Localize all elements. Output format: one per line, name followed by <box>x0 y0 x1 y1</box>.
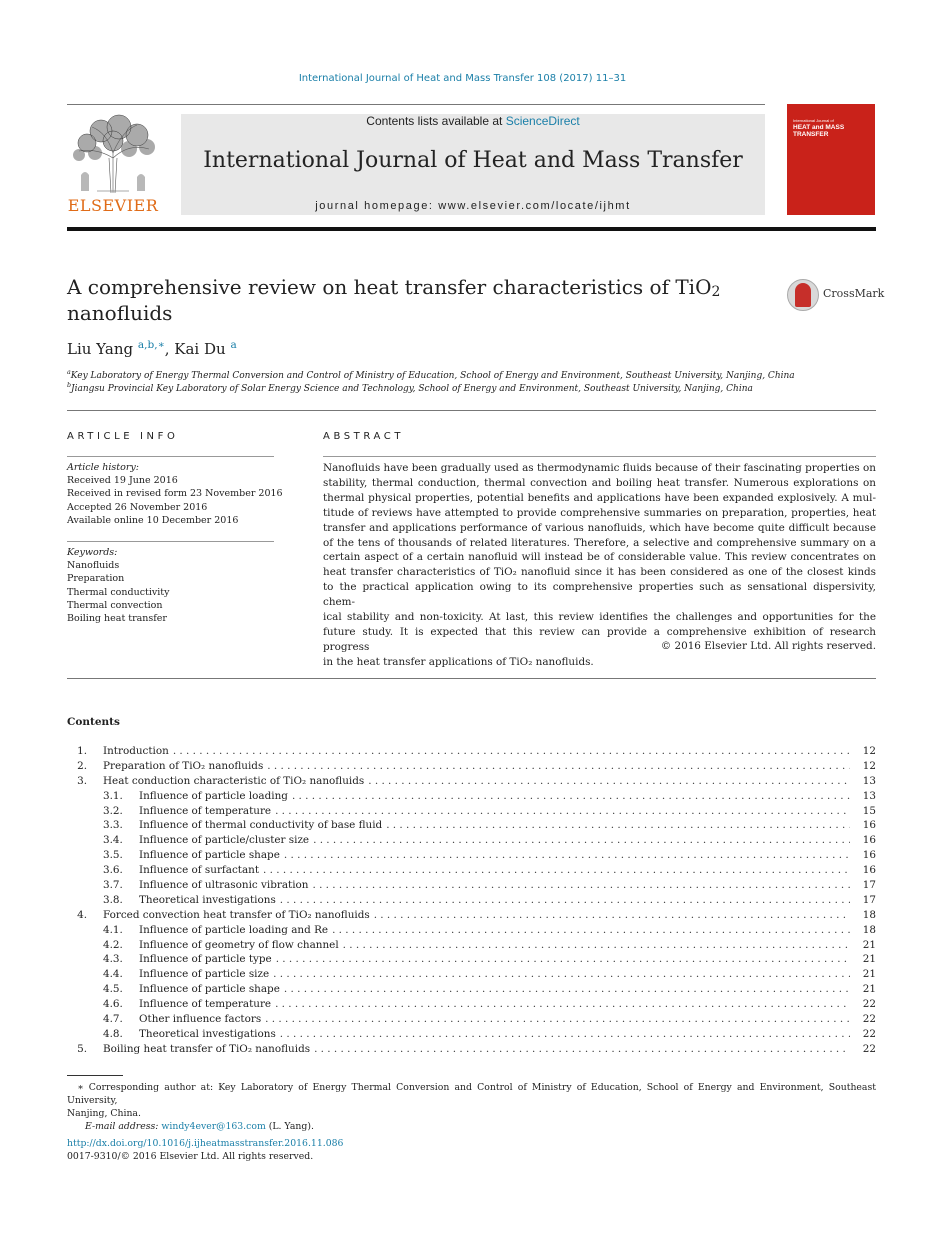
toc-leader <box>173 745 850 757</box>
affiliation-rule <box>67 410 876 411</box>
author-name: Liu Yang <box>67 340 134 358</box>
toc-entry[interactable] <box>67 939 876 954</box>
toc-entry[interactable] <box>67 849 876 864</box>
abstract-rule <box>323 456 876 457</box>
footnote-text: Nanjing, China. <box>67 1108 141 1119</box>
toc-subnumber: 3.3. <box>103 819 123 832</box>
keyword: Thermal convection <box>67 599 163 611</box>
toc-subnumber: 4.5. <box>103 983 123 996</box>
abstract-line: titude of reviews have attempted to provide comprehensive summaries on preparation, properties, heat <box>323 506 876 519</box>
header-rule <box>67 104 765 105</box>
toc-title[interactable]: Influence of ultrasonic vibration <box>139 879 309 892</box>
toc-leader <box>263 864 850 876</box>
journal-cover <box>787 104 875 215</box>
abstract-line: Nanofluids have been gradually used as thermodynamic fluids because of their fascinating properties on <box>323 462 876 474</box>
toc-page-number: 18 <box>862 923 876 936</box>
toc-entry[interactable] <box>67 760 876 775</box>
toc-leader <box>313 834 850 846</box>
toc-page-number: 16 <box>862 849 876 862</box>
cover-small-text: International Journal of <box>793 118 834 123</box>
toc-subnumber: 3.5. <box>103 849 123 862</box>
toc-entry[interactable] <box>67 775 876 790</box>
doi-link[interactable]: http://dx.doi.org/10.1016/j.ijheatmasstransfer.2016.11.086 <box>67 1138 344 1149</box>
journal-title: International Journal of Heat and Mass Transfer <box>203 148 743 173</box>
history-item: Received 19 June 2016 <box>67 475 178 487</box>
article-info-heading: ARTICLE INFO <box>67 431 179 442</box>
toc-number: 2. <box>77 759 87 772</box>
toc-page-number: 18 <box>862 908 876 921</box>
abstract-end-rule <box>67 678 876 679</box>
corresponding-footnote <box>67 1081 876 1133</box>
keyword: Boiling heat transfer <box>67 613 167 625</box>
toc-entry[interactable] <box>67 790 876 805</box>
toc-title[interactable]: Influence of surfactant <box>139 864 260 877</box>
abstract-line: certain aspect of a certain nanofluid will instead be of considerable value. This review concentrates on <box>323 551 876 564</box>
author-separator: , <box>164 340 175 358</box>
email-suffix: (L. Yang). <box>265 1121 314 1132</box>
abstract-heading: ABSTRACT <box>323 431 405 442</box>
toc-leader <box>265 1013 850 1025</box>
toc-leader <box>280 1028 850 1040</box>
toc-page-number: 12 <box>862 759 876 772</box>
toc-subnumber: 3.1. <box>103 789 123 802</box>
toc-title[interactable]: Theoretical investigations <box>139 893 276 906</box>
abstract-line: of the tens of thousands of related literatures. Therefore, a selective and comprehensive summary on a <box>323 536 876 549</box>
article-info-rule <box>67 456 274 457</box>
abstract-line: future study. It is expected that this review can provide a comprehensive exhibition of research progress <box>323 625 876 653</box>
toc-title[interactable]: Forced convection heat transfer of TiO₂ nanofluids <box>103 908 370 921</box>
toc-page-number: 13 <box>862 789 876 802</box>
abstract-body <box>323 461 876 670</box>
toc-title[interactable]: Theoretical investigations <box>139 1027 276 1040</box>
toc-entry[interactable] <box>67 1043 876 1058</box>
toc-subnumber: 4.3. <box>103 953 123 966</box>
toc-subnumber: 3.6. <box>103 864 123 877</box>
toc-entry[interactable] <box>67 924 876 939</box>
toc-leader <box>273 968 850 980</box>
toc-title[interactable]: Influence of particle type <box>139 953 272 966</box>
toc-leader <box>284 849 850 861</box>
toc-page-number: 22 <box>862 1027 876 1040</box>
contents-available-text: Contents lists available at <box>366 114 506 128</box>
toc-page-number: 13 <box>862 774 876 787</box>
affiliation-mark: b <box>67 382 72 389</box>
toc-page-number: 15 <box>862 804 876 817</box>
keywords-label: Keywords: <box>67 547 118 558</box>
elsevier-tree-icon <box>67 113 159 197</box>
history-item: Received in revised form 23 November 2016 <box>67 488 283 500</box>
crossmark-badge[interactable] <box>787 279 885 311</box>
title-text-line2: nanofluids <box>67 301 173 325</box>
email-link[interactable]: windy4ever@163.com <box>161 1121 266 1132</box>
toc-page-number: 21 <box>862 953 876 966</box>
toc-leader <box>343 939 850 951</box>
abstract-line: thermal physical properties, potential benefits and applications have been expanded explosively. A mul- <box>323 491 876 504</box>
title-text: A comprehensive review on heat transfer characteristics of TiO <box>67 275 712 299</box>
keyword: Preparation <box>67 573 125 585</box>
toc-entry[interactable] <box>67 1013 876 1028</box>
toc-entry[interactable] <box>67 953 876 968</box>
toc-leader <box>312 879 850 891</box>
toc-entry[interactable] <box>67 834 876 849</box>
affiliation-a <box>67 371 795 381</box>
toc-subnumber: 4.4. <box>103 968 123 981</box>
toc-leader <box>332 924 850 936</box>
toc-entry[interactable] <box>67 909 876 924</box>
keyword: Thermal conductivity <box>67 586 170 598</box>
toc-title[interactable]: Influence of particle/cluster size <box>139 834 310 847</box>
toc-title[interactable]: Influence of temperature <box>139 998 272 1011</box>
toc-title[interactable]: Preparation of TiO₂ nanofluids <box>103 759 264 772</box>
author-marks[interactable]: a,b,∗ <box>137 339 165 351</box>
toc-entry[interactable] <box>67 998 876 1013</box>
toc-leader <box>374 909 850 921</box>
footnote-mark: ∗ <box>77 1082 84 1093</box>
article-history <box>67 461 283 527</box>
toc-title[interactable]: Influence of temperature <box>139 804 272 817</box>
toc-subnumber: 3.7. <box>103 879 123 892</box>
toc-page-number: 21 <box>862 938 876 951</box>
toc-number: 3. <box>77 774 87 787</box>
toc-entry[interactable] <box>67 805 876 820</box>
toc-title[interactable]: Influence of particle shape <box>139 849 280 862</box>
toc-leader <box>292 790 850 802</box>
toc-subnumber: 4.1. <box>103 923 123 936</box>
toc-entry[interactable] <box>67 864 876 879</box>
toc-title[interactable]: Boiling heat transfer of TiO₂ nanofluids <box>103 1042 311 1055</box>
author-name: Kai Du <box>174 340 226 358</box>
history-item: Available online 10 December 2016 <box>67 514 239 526</box>
footnote-rule <box>67 1075 123 1076</box>
keyword: Nanofluids <box>67 560 120 572</box>
toc-leader <box>386 819 850 831</box>
elsevier-wordmark: ELSEVIER <box>67 196 159 215</box>
abstract-line: to the practical application owing to its comprehensive properties such as sensational dispersivity, chem- <box>323 581 876 609</box>
toc-leader <box>276 953 850 965</box>
toc-page-number: 22 <box>862 1013 876 1026</box>
toc-leader <box>275 998 850 1010</box>
toc-entry[interactable] <box>67 983 876 998</box>
email-label: E-mail address: <box>85 1121 159 1132</box>
sciencedirect-link[interactable]: ScienceDirect <box>505 114 580 128</box>
toc-entry[interactable] <box>67 879 876 894</box>
toc-entry[interactable] <box>67 894 876 909</box>
crossmark-label: CrossMark <box>823 287 885 300</box>
keywords <box>67 546 169 625</box>
toc-leader <box>275 805 850 817</box>
history-item: Accepted 26 November 2016 <box>67 501 208 513</box>
toc-title[interactable]: Influence of particle loading and Re <box>139 923 329 936</box>
toc-number: 1. <box>77 745 87 757</box>
toc-leader <box>314 1043 850 1055</box>
toc-entry[interactable] <box>67 819 876 834</box>
toc-subnumber: 3.8. <box>103 893 123 906</box>
toc-title[interactable]: Influence of particle loading <box>139 789 288 802</box>
toc-title[interactable]: Heat conduction characteristic of TiO₂ nanofluids <box>103 774 365 787</box>
journal-homepage[interactable]: journal homepage: www.elsevier.com/locate/ijhmt <box>315 200 631 212</box>
toc-page-number: 21 <box>862 983 876 996</box>
toc-entry[interactable] <box>67 745 876 760</box>
toc-subnumber: 3.4. <box>103 834 123 847</box>
affiliation-text: Key Laboratory of Energy Thermal Conversion and Control of Ministry of Education, School of Energy and Environment, Southeast University, Nanjing, China <box>70 371 795 381</box>
toc-page-number: 16 <box>862 864 876 877</box>
toc-entry[interactable] <box>67 1028 876 1043</box>
toc-title[interactable]: Influence of thermal conductivity of base fluid <box>139 819 383 832</box>
toc-leader <box>368 775 850 787</box>
abstract-line: in the heat transfer applications of TiO₂ nanofluids. <box>323 655 594 668</box>
toc-title[interactable]: Influence of particle shape <box>139 983 280 996</box>
cover-title: HEAT and MASS TRANSFER <box>793 124 845 138</box>
toc-page-number: 17 <box>862 893 876 906</box>
toc-page-number: 17 <box>862 879 876 892</box>
toc-subnumber: 4.6. <box>103 998 123 1011</box>
toc-page-number: 12 <box>862 745 876 757</box>
abstract-line: stability, thermal conduction, thermal convection and boiling heat transfer. Numerous explorations on <box>323 476 876 489</box>
toc-page-number: 16 <box>862 834 876 847</box>
article-title <box>67 274 757 326</box>
toc-subnumber: 4.2. <box>103 938 123 951</box>
issn-line: 0017-9310/© 2016 Elsevier Ltd. All rights reserved. <box>67 1151 314 1162</box>
toc-page-number: 22 <box>862 1042 876 1055</box>
table-of-contents <box>67 745 876 1058</box>
affiliation-b <box>67 384 753 394</box>
history-label: Article history: <box>67 462 139 473</box>
toc-title[interactable]: Influence of geometry of flow channel <box>139 938 339 951</box>
toc-leader <box>267 760 850 772</box>
contents-heading: Contents <box>67 716 120 728</box>
affiliation-mark: a <box>67 369 71 376</box>
crossmark-icon <box>787 279 819 311</box>
author-list <box>67 340 237 358</box>
abstract-copyright: © 2016 Elsevier Ltd. All rights reserved. <box>660 640 876 652</box>
toc-entry[interactable] <box>67 968 876 983</box>
toc-subnumber: 3.2. <box>103 804 123 817</box>
abstract-line: heat transfer characteristics of TiO₂ nanofluid since it has been considered as one of the closest kinds <box>323 566 876 579</box>
abstract-line: transfer and applications performance of various nanofluids, which have become quite difficult because <box>323 521 876 534</box>
toc-page-number: 22 <box>862 998 876 1011</box>
toc-title[interactable]: Influence of particle size <box>139 968 270 981</box>
abstract-line: ical stability and non-toxicity. At last, this review identifies the challenges and opportunities for the <box>323 611 876 624</box>
toc-leader <box>284 983 850 995</box>
toc-subnumber: 4.7. <box>103 1013 123 1026</box>
toc-leader <box>280 894 850 906</box>
toc-title[interactable]: Introduction <box>103 745 169 757</box>
banner-rule <box>67 227 876 231</box>
toc-number: 4. <box>77 908 87 921</box>
toc-number: 5. <box>77 1042 87 1055</box>
keywords-rule <box>67 541 274 542</box>
contents-available <box>181 114 765 128</box>
affiliation-text: Jiangsu Provincial Key Laboratory of Solar Energy Science and Technology, School of Energy and Environment, Southeast University, Nanjing, China <box>71 384 753 394</box>
toc-page-number: 16 <box>862 819 876 832</box>
toc-title[interactable]: Other influence factors <box>139 1013 262 1026</box>
footnote-text: Corresponding author at: Key Laboratory of Energy Thermal Conversion and Control of Ministry of Education, School of Energy and Environment, Southeast University, <box>67 1082 876 1106</box>
toc-page-number: 21 <box>862 968 876 981</box>
running-head: International Journal of Heat and Mass Transfer 108 (2017) 11–31 <box>298 73 627 84</box>
toc-subnumber: 4.8. <box>103 1027 123 1040</box>
author-marks[interactable]: a <box>230 339 237 351</box>
title-subscript: 2 <box>711 284 721 300</box>
elsevier-logo <box>67 113 159 215</box>
